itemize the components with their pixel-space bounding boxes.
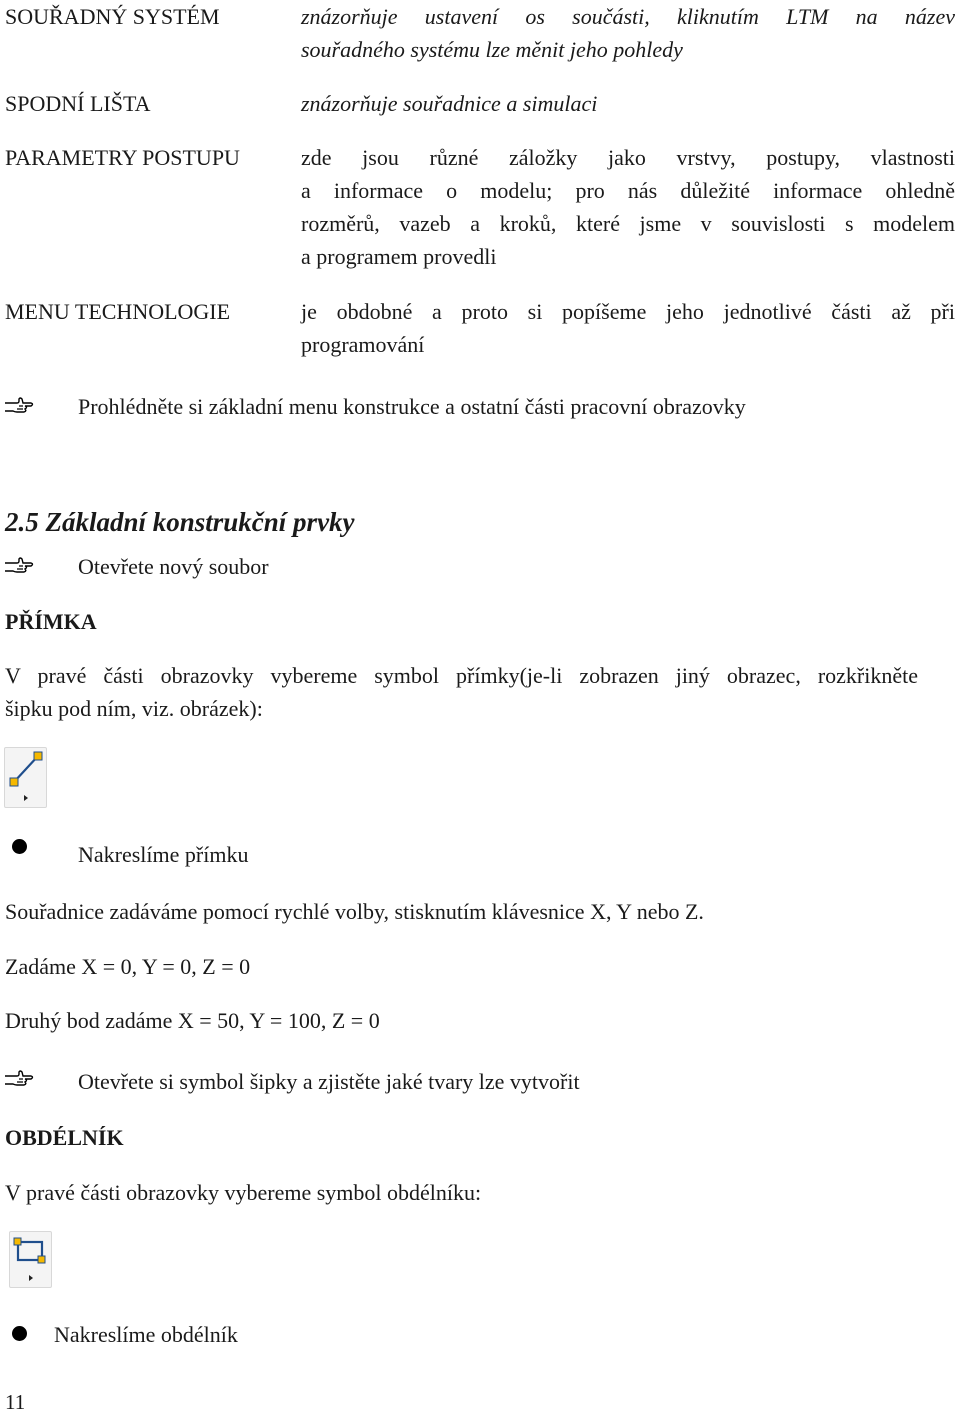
task-instruction: Prohlédněte si základní menu konstrukce a ostatní části pracovní obrazovky bbox=[78, 394, 746, 419]
pointing-hand-icon bbox=[3, 553, 35, 577]
paragraph-line: V pravé části obrazovky vybereme symbol přímky(je-li zobrazen jiný obrazec, rozkřikněte bbox=[5, 663, 918, 688]
desc-line: znázorňuje ustavení os součásti, kliknutím LTM na název bbox=[301, 4, 955, 29]
desc-line: programování bbox=[301, 332, 425, 357]
primka-paragraph bbox=[5, 659, 918, 725]
task-instruction: Otevřete nový soubor bbox=[78, 554, 269, 579]
primka-title: PŘÍMKA bbox=[5, 609, 97, 634]
term-souradny-system: SOUŘADNÝ SYSTÉM bbox=[5, 4, 220, 29]
bullet-text: Nakreslíme přímku bbox=[78, 842, 249, 867]
term-menu-technologie: MENU TECHNOLOGIE bbox=[5, 299, 231, 324]
desc-parametry-postupu bbox=[301, 141, 955, 273]
desc-line: a programem provedli bbox=[301, 244, 497, 269]
second-point: Druhý bod zadáme X = 50, Y = 100, Z = 0 bbox=[5, 1008, 380, 1033]
bullet-icon bbox=[12, 839, 27, 854]
pointing-hand-icon bbox=[3, 393, 35, 417]
page-number: 11 bbox=[5, 1390, 26, 1414]
rectangle-tool-icon[interactable] bbox=[9, 1231, 52, 1288]
section-heading: 2.5 Základní konstrukční prvky bbox=[5, 507, 355, 537]
paragraph-line: šipku pod ním, viz. obrázek): bbox=[5, 696, 263, 721]
line-tool-icon[interactable] bbox=[4, 747, 47, 808]
desc-line: znázorňuje souřadnice a simulaci bbox=[301, 91, 598, 116]
desc-line: rozměrů, vazeb a kroků, které jsme v souvislosti s modelem bbox=[301, 211, 955, 236]
bullet-text: Nakreslíme obdélník bbox=[54, 1322, 238, 1347]
desc-menu-technologie bbox=[301, 295, 955, 361]
task-instruction: Otevřete si symbol šipky a zjistěte jaké tvary lze vytvořit bbox=[78, 1069, 580, 1094]
term-parametry-postupu: PARAMETRY POSTUPU bbox=[5, 145, 240, 170]
desc-line: souřadného systému lze měnit jeho pohledy bbox=[301, 37, 683, 62]
bullet-icon bbox=[12, 1326, 27, 1341]
desc-souradny-system bbox=[301, 0, 955, 66]
obdelnik-paragraph: V pravé části obrazovky vybereme symbol obdélníku: bbox=[5, 1180, 482, 1205]
first-point: Zadáme X = 0, Y = 0, Z = 0 bbox=[5, 954, 251, 979]
desc-line: je obdobné a proto si popíšeme jeho jednotlivé části až při bbox=[301, 299, 955, 324]
desc-spodni-lista bbox=[301, 87, 955, 120]
pointing-hand-icon bbox=[3, 1066, 35, 1090]
term-spodni-lista: SPODNÍ LIŠTA bbox=[5, 91, 151, 116]
coordinate-instruction: Souřadnice zadáváme pomocí rychlé volby, stisknutím klávesnice X, Y nebo Z. bbox=[5, 899, 704, 924]
obdelnik-title: OBDÉLNÍK bbox=[5, 1125, 124, 1150]
desc-line: a informace o modelu; pro nás důležité informace ohledně bbox=[301, 178, 955, 203]
desc-line: zde jsou různé záložky jako vrstvy, postupy, vlastnosti bbox=[301, 145, 955, 170]
